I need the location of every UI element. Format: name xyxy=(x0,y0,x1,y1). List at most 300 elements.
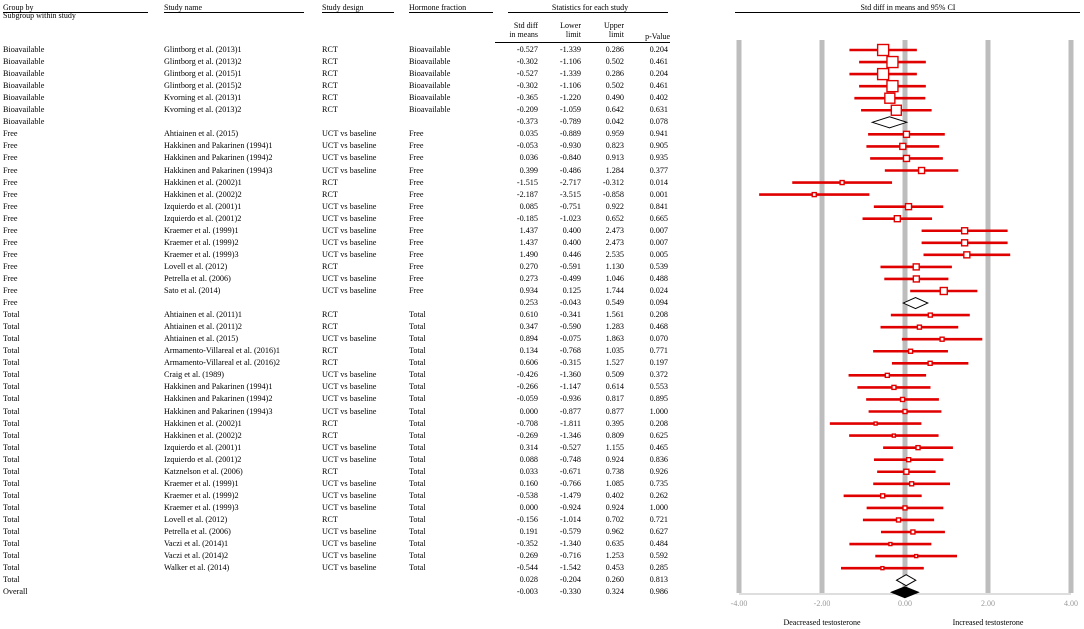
cell-group: Free xyxy=(3,286,18,295)
cell-p: 0.836 xyxy=(649,454,668,464)
cell-fraction: Free xyxy=(409,249,424,259)
cell-smd: 0.273 xyxy=(519,273,538,283)
cell-upper: 1.046 xyxy=(605,273,624,283)
x-tick-label: 4.00 xyxy=(1064,599,1078,608)
cell-group: Free xyxy=(3,298,18,308)
cell-p: 0.935 xyxy=(649,153,668,163)
cell-design: UCT vs baseline xyxy=(322,273,377,283)
effect-square xyxy=(885,373,889,377)
cell-fraction: Free xyxy=(409,237,424,247)
cell-upper: 0.962 xyxy=(605,527,624,536)
cell-smd: 1.437 xyxy=(519,237,538,247)
cell-study: Sato et al. (2014) xyxy=(164,286,221,295)
effect-square xyxy=(913,276,919,282)
cell-p: 0.625 xyxy=(649,430,668,440)
cell-study: Katznelson et al. (2006) xyxy=(164,466,243,476)
cell-group: Total xyxy=(3,418,20,428)
cell-lower: -3.515 xyxy=(559,189,581,199)
cell-smd: -0.302 xyxy=(516,57,538,67)
cell-smd: -0.352 xyxy=(516,539,538,549)
effect-square xyxy=(928,313,932,317)
cell-smd: -0.209 xyxy=(516,105,538,115)
cell-smd: 0.253 xyxy=(519,298,538,308)
cell-upper: 0.502 xyxy=(605,57,624,67)
cell-design: RCT xyxy=(322,430,338,440)
cell-smd: -0.003 xyxy=(516,587,538,597)
header-lower-line2: limit xyxy=(565,30,581,39)
cell-smd: 0.035 xyxy=(519,129,538,139)
cell-study: Petrella et al. (2006) xyxy=(164,273,231,283)
cell-p: 0.024 xyxy=(649,286,668,295)
cell-fraction: Bioavailable xyxy=(409,93,451,103)
cell-smd: 0.028 xyxy=(519,575,538,585)
effect-square xyxy=(891,105,901,115)
cell-fraction: Total xyxy=(409,514,426,524)
cell-lower: -1.340 xyxy=(559,539,581,549)
header-upper-line1: Upper xyxy=(604,21,624,30)
cell-smd: 0.033 xyxy=(519,466,538,476)
cell-lower: -0.579 xyxy=(559,527,581,536)
cell-lower: -0.936 xyxy=(559,394,581,404)
cell-p: 0.208 xyxy=(649,310,668,320)
cell-upper: 0.652 xyxy=(605,213,624,223)
cell-fraction: Total xyxy=(409,382,426,392)
cell-study: Kraemer et al. (1999)3 xyxy=(164,249,239,259)
cell-lower: -0.768 xyxy=(559,346,581,356)
cell-smd: -0.053 xyxy=(516,141,538,151)
cell-lower: -0.889 xyxy=(559,129,581,139)
effect-square xyxy=(874,422,877,425)
cell-group: Total xyxy=(3,442,20,452)
cell-design: UCT vs baseline xyxy=(322,382,377,392)
cell-study: Walker et al. (2014) xyxy=(164,563,230,573)
cell-study: Hakkinen and Pakarinen (1994)1 xyxy=(164,141,273,151)
cell-design: UCT vs baseline xyxy=(322,370,377,380)
effect-square xyxy=(878,45,889,56)
cell-fraction: Total xyxy=(409,551,426,561)
cell-p: 0.631 xyxy=(649,105,668,115)
x-label-increased: Increased testosterone xyxy=(952,618,1024,627)
cell-fraction: Total xyxy=(409,406,426,416)
cell-p: 0.377 xyxy=(649,165,668,175)
header-study-design: Study design xyxy=(322,3,364,12)
effect-square xyxy=(812,193,816,197)
cell-design: UCT vs baseline xyxy=(322,442,377,452)
cell-design: RCT xyxy=(322,93,338,103)
cell-p: 0.468 xyxy=(649,322,668,332)
cell-study: Ahtiainen et al. (2015) xyxy=(164,334,239,344)
header-group-by: Group by xyxy=(3,3,34,12)
cell-fraction: Total xyxy=(409,430,426,440)
cell-smd: -2.187 xyxy=(516,189,538,199)
cell-lower: -0.930 xyxy=(559,141,581,151)
cell-p: 0.484 xyxy=(649,539,668,549)
cell-smd: 0.134 xyxy=(519,346,538,356)
cell-fraction: Total xyxy=(409,502,426,512)
header-hormone-fraction: Hormone fraction xyxy=(409,3,467,12)
cell-upper: 1.863 xyxy=(605,334,624,344)
effect-square xyxy=(903,410,907,414)
cell-p: 0.771 xyxy=(649,346,668,356)
cell-p: 0.007 xyxy=(649,237,668,247)
cell-study: Glintborg et al. (2015)1 xyxy=(164,69,242,79)
cell-group: Bioavailable xyxy=(3,81,45,91)
cell-lower: 0.446 xyxy=(562,249,581,259)
cell-smd: 0.088 xyxy=(519,454,538,464)
cell-smd: 0.191 xyxy=(519,527,538,536)
cell-design: UCT vs baseline xyxy=(322,334,377,344)
effect-square xyxy=(916,446,920,450)
cell-fraction: Total xyxy=(409,490,426,500)
cell-design: RCT xyxy=(322,177,338,187)
cell-group: Free xyxy=(3,165,18,175)
cell-upper: 0.453 xyxy=(605,563,624,573)
cell-design: UCT vs baseline xyxy=(322,563,377,573)
cell-study: Kraemer et al. (1999)2 xyxy=(164,490,239,500)
cell-lower: -0.748 xyxy=(559,454,581,464)
effect-square xyxy=(919,168,925,174)
cell-smd: 0.000 xyxy=(519,406,538,416)
cell-p: 0.204 xyxy=(649,45,668,54)
cell-design: RCT xyxy=(322,69,338,79)
cell-smd: 0.160 xyxy=(519,478,538,488)
cell-lower: 0.400 xyxy=(562,237,581,247)
cell-group: Total xyxy=(3,563,20,573)
effect-square xyxy=(915,555,918,558)
effect-square xyxy=(940,288,947,295)
effect-square xyxy=(907,458,911,462)
cell-study: Kraemer et al. (1999)3 xyxy=(164,502,239,512)
cell-group: Total xyxy=(3,575,20,585)
cell-upper: 2.473 xyxy=(605,237,624,247)
cell-lower: -1.147 xyxy=(559,382,581,392)
cell-lower: -1.339 xyxy=(559,69,581,79)
x-tick-label: -4.00 xyxy=(730,599,748,608)
effect-square xyxy=(909,349,913,353)
header-subgroup: Subgroup within study xyxy=(3,11,76,20)
cell-fraction: Total xyxy=(409,442,426,452)
cell-fraction: Total xyxy=(409,478,426,488)
cell-study: Ahtiainen et al. (2011)1 xyxy=(164,310,242,320)
cell-upper: 0.924 xyxy=(605,502,624,512)
effect-square xyxy=(901,397,905,401)
cell-group: Total xyxy=(3,478,20,488)
cell-study: Hakkinen et al. (2002)2 xyxy=(164,189,242,199)
cell-lower: -0.591 xyxy=(559,261,581,271)
cell-group: Total xyxy=(3,466,20,476)
cell-fraction: Free xyxy=(409,261,424,271)
cell-upper: 0.549 xyxy=(605,298,624,308)
cell-fraction: Total xyxy=(409,322,426,332)
cell-smd: -0.302 xyxy=(516,81,538,91)
effect-square xyxy=(928,361,932,365)
cell-upper: 0.395 xyxy=(605,418,624,428)
cell-study: Hakkinen and Pakarinen (1994)2 xyxy=(164,153,273,163)
cell-group: Free xyxy=(3,249,18,259)
effect-square xyxy=(962,240,968,246)
effect-square xyxy=(878,69,889,80)
effect-square xyxy=(904,469,909,474)
cell-smd: -0.544 xyxy=(516,563,538,573)
cell-group: Free xyxy=(3,225,18,235)
effect-square xyxy=(900,143,906,149)
effect-square xyxy=(962,228,968,234)
header-statistics: Statistics for each study xyxy=(551,3,629,12)
cell-lower: -0.766 xyxy=(559,478,581,488)
cell-fraction: Bioavailable xyxy=(409,69,451,79)
cell-p: 0.665 xyxy=(649,213,668,223)
cell-p: 0.488 xyxy=(649,273,668,283)
cell-p: 0.895 xyxy=(649,394,668,404)
cell-lower: -1.542 xyxy=(559,563,581,573)
cell-fraction: Bioavailable xyxy=(409,45,451,54)
cell-fraction: Total xyxy=(409,539,426,549)
cell-design: UCT vs baseline xyxy=(322,490,377,500)
cell-lower: -0.671 xyxy=(559,466,581,476)
cell-design: UCT vs baseline xyxy=(322,201,377,211)
cell-upper: 1.283 xyxy=(605,322,624,332)
effect-square xyxy=(913,264,919,270)
cell-smd: -0.538 xyxy=(516,490,538,500)
cell-p: 0.208 xyxy=(649,418,668,428)
cell-group: Total xyxy=(3,514,20,524)
cell-fraction: Free xyxy=(409,153,424,163)
header-upper-line2: limit xyxy=(608,30,624,39)
cell-fraction: Total xyxy=(409,454,426,464)
cell-study: Hakkinen et al. (2002)1 xyxy=(164,177,242,187)
cell-design: UCT vs baseline xyxy=(322,394,377,404)
summary-diamond xyxy=(897,575,916,586)
cell-upper: 0.614 xyxy=(605,382,624,392)
cell-lower: -0.527 xyxy=(559,442,581,452)
cell-smd: -0.269 xyxy=(516,430,538,440)
cell-study: Craig et al. (1989) xyxy=(164,370,225,380)
cell-group: Free xyxy=(3,177,18,187)
cell-study: Hakkinen and Pakarinen (1994)3 xyxy=(164,165,273,175)
cell-lower: -0.716 xyxy=(559,551,581,561)
cell-fraction: Total xyxy=(409,310,426,320)
cell-study: Hakkinen et al. (2002)1 xyxy=(164,418,242,428)
cell-upper: 0.509 xyxy=(605,370,624,380)
cell-design: RCT xyxy=(322,189,338,199)
cell-p: 0.005 xyxy=(649,249,668,259)
cell-group: Total xyxy=(3,454,20,464)
cell-group: Bioavailable xyxy=(3,45,45,54)
cell-group: Free xyxy=(3,141,18,151)
x-label-decreased: Deacreased testosterone xyxy=(783,618,861,627)
cell-upper: -0.312 xyxy=(602,177,624,187)
effect-square xyxy=(903,155,909,161)
cell-study: Kraemer et al. (1999)2 xyxy=(164,237,239,247)
cell-group: Bioavailable xyxy=(3,105,45,115)
cell-study: Izquierdo et al. (2001)1 xyxy=(164,201,242,211)
cell-smd: 0.085 xyxy=(519,201,538,211)
cell-design: RCT xyxy=(322,261,338,271)
header-smd-line1: Std diff xyxy=(513,21,538,30)
cell-lower: -0.043 xyxy=(559,298,581,308)
cell-study: Kvorning et al. (2013)1 xyxy=(164,93,242,103)
cell-p: 0.627 xyxy=(649,527,668,536)
cell-fraction: Bioavailable xyxy=(409,81,451,91)
cell-smd: 0.934 xyxy=(519,286,538,295)
cell-group: Total xyxy=(3,370,20,380)
cell-group: Total xyxy=(3,490,20,500)
cell-design: UCT vs baseline xyxy=(322,129,377,139)
cell-smd: 0.269 xyxy=(519,551,538,561)
cell-study: Hakkinen and Pakarinen (1994)2 xyxy=(164,394,273,404)
cell-fraction: Total xyxy=(409,358,426,368)
cell-p: 0.070 xyxy=(649,334,668,344)
cell-p: 0.841 xyxy=(649,201,668,211)
cell-study: Vaczi et al. (2014)2 xyxy=(164,551,229,561)
cell-group: Total xyxy=(3,539,20,549)
cell-design: RCT xyxy=(322,466,338,476)
cell-group: Total xyxy=(3,346,20,356)
cell-lower: -1.014 xyxy=(559,514,581,524)
cell-lower: -0.075 xyxy=(559,334,581,344)
cell-upper: 1.253 xyxy=(605,551,624,561)
cell-fraction: Free xyxy=(409,273,424,283)
cell-p: 0.285 xyxy=(649,563,668,573)
cell-study: Glintborg et al. (2013)2 xyxy=(164,57,242,67)
cell-group: Free xyxy=(3,201,18,211)
cell-fraction: Free xyxy=(409,201,424,211)
cell-group: Total xyxy=(3,382,20,392)
cell-lower: -0.590 xyxy=(559,322,581,332)
cell-study: Izquierdo et al. (2001)2 xyxy=(164,213,242,223)
effect-square xyxy=(892,385,896,389)
cell-smd: -0.059 xyxy=(516,394,538,404)
cell-smd: -0.708 xyxy=(516,418,538,428)
cell-fraction: Free xyxy=(409,213,424,223)
cell-p: 0.262 xyxy=(649,490,668,500)
cell-design: RCT xyxy=(322,45,338,54)
cell-upper: 0.286 xyxy=(605,69,624,79)
cell-upper: 0.702 xyxy=(605,514,624,524)
cell-p: 0.553 xyxy=(649,382,668,392)
cell-lower: -0.499 xyxy=(559,273,581,283)
cell-fraction: Total xyxy=(409,346,426,356)
cell-p: 0.078 xyxy=(649,117,668,127)
cell-fraction: Total xyxy=(409,394,426,404)
cell-upper: 0.635 xyxy=(605,539,624,549)
cell-fraction: Total xyxy=(409,418,426,428)
effect-square xyxy=(964,252,970,258)
cell-lower: -0.924 xyxy=(559,502,581,512)
cell-smd: 1.437 xyxy=(519,225,538,235)
cell-p: 0.001 xyxy=(649,189,668,199)
cell-p: 0.926 xyxy=(649,466,668,476)
cell-upper: 0.738 xyxy=(605,466,624,476)
cell-p: 0.941 xyxy=(649,129,668,139)
cell-smd: 0.894 xyxy=(519,334,538,344)
cell-fraction: Free xyxy=(409,165,424,175)
cell-smd: 0.610 xyxy=(519,310,538,320)
effect-square xyxy=(894,216,900,222)
cell-design: UCT vs baseline xyxy=(322,225,377,235)
x-tick-label: -2.00 xyxy=(813,599,831,608)
header-study-name: Study name xyxy=(164,3,202,12)
cell-smd: 0.399 xyxy=(519,165,538,175)
cell-smd: -0.426 xyxy=(516,370,538,380)
effect-square xyxy=(889,543,892,546)
cell-lower: -1.360 xyxy=(559,370,581,380)
cell-design: UCT vs baseline xyxy=(322,539,377,549)
effect-square xyxy=(897,518,901,522)
effect-square xyxy=(903,131,909,137)
cell-design: RCT xyxy=(322,81,338,91)
cell-group: Total xyxy=(3,394,20,404)
cell-smd: 0.606 xyxy=(519,358,538,368)
cell-upper: 0.324 xyxy=(605,587,624,597)
cell-group: Total xyxy=(3,310,20,320)
cell-group: Free xyxy=(3,153,18,163)
cell-p: 0.986 xyxy=(649,587,668,597)
cell-lower: -0.751 xyxy=(559,201,581,211)
cell-smd: 0.314 xyxy=(519,442,538,452)
cell-lower: -1.023 xyxy=(559,213,581,223)
cell-lower: -1.106 xyxy=(559,81,581,91)
cell-p: 0.402 xyxy=(649,93,668,103)
cell-fraction: Free xyxy=(409,129,424,139)
cell-group: Bioavailable xyxy=(3,69,45,79)
cell-design: UCT vs baseline xyxy=(322,286,377,295)
effect-square xyxy=(940,337,944,341)
cell-design: UCT vs baseline xyxy=(322,502,377,512)
cell-fraction: Free xyxy=(409,225,424,235)
cell-fraction: Free xyxy=(409,189,424,199)
cell-p: 0.204 xyxy=(649,69,668,79)
cell-p: 0.197 xyxy=(649,358,668,368)
cell-group: Free xyxy=(3,273,18,283)
cell-group: Total xyxy=(3,527,20,536)
cell-design: UCT vs baseline xyxy=(322,454,377,464)
cell-p: 0.461 xyxy=(649,57,668,67)
cell-smd: -0.373 xyxy=(516,117,538,127)
cell-fraction: Total xyxy=(409,334,426,344)
cell-group: Total xyxy=(3,430,20,440)
cell-upper: -0.858 xyxy=(602,189,624,199)
effect-square xyxy=(903,506,907,510)
cell-study: Glintborg et al. (2013)1 xyxy=(164,45,242,54)
cell-study: Kvorning et al. (2013)2 xyxy=(164,105,242,115)
cell-lower: -2.717 xyxy=(559,177,581,187)
cell-study: Vaczi et al. (2014)1 xyxy=(164,539,229,549)
cell-study: Kraemer et al. (1999)1 xyxy=(164,478,239,488)
cell-smd: -0.185 xyxy=(516,213,538,223)
effect-square xyxy=(881,567,884,570)
cell-smd: -0.365 xyxy=(516,93,538,103)
cell-group: Bioavailable xyxy=(3,57,45,67)
cell-p: 0.813 xyxy=(649,575,668,585)
cell-group: Total xyxy=(3,502,20,512)
cell-p: 0.539 xyxy=(649,261,668,271)
cell-group: Total xyxy=(3,551,20,561)
cell-p: 0.465 xyxy=(649,442,668,452)
cell-study: Ahtiainen et al. (2011)2 xyxy=(164,322,242,332)
cell-upper: 0.286 xyxy=(605,45,624,54)
cell-upper: 1.284 xyxy=(605,165,624,175)
cell-lower: -0.486 xyxy=(559,165,581,175)
cell-group: Overall xyxy=(3,587,28,597)
cell-study: Hakkinen et al. (2002)2 xyxy=(164,430,242,440)
cell-upper: 0.402 xyxy=(605,490,624,500)
cell-upper: 1.130 xyxy=(605,261,624,271)
cell-upper: 0.823 xyxy=(605,141,624,151)
cell-design: UCT vs baseline xyxy=(322,153,377,163)
cell-lower: -1.346 xyxy=(559,430,581,440)
cell-smd: 0.036 xyxy=(519,153,538,163)
